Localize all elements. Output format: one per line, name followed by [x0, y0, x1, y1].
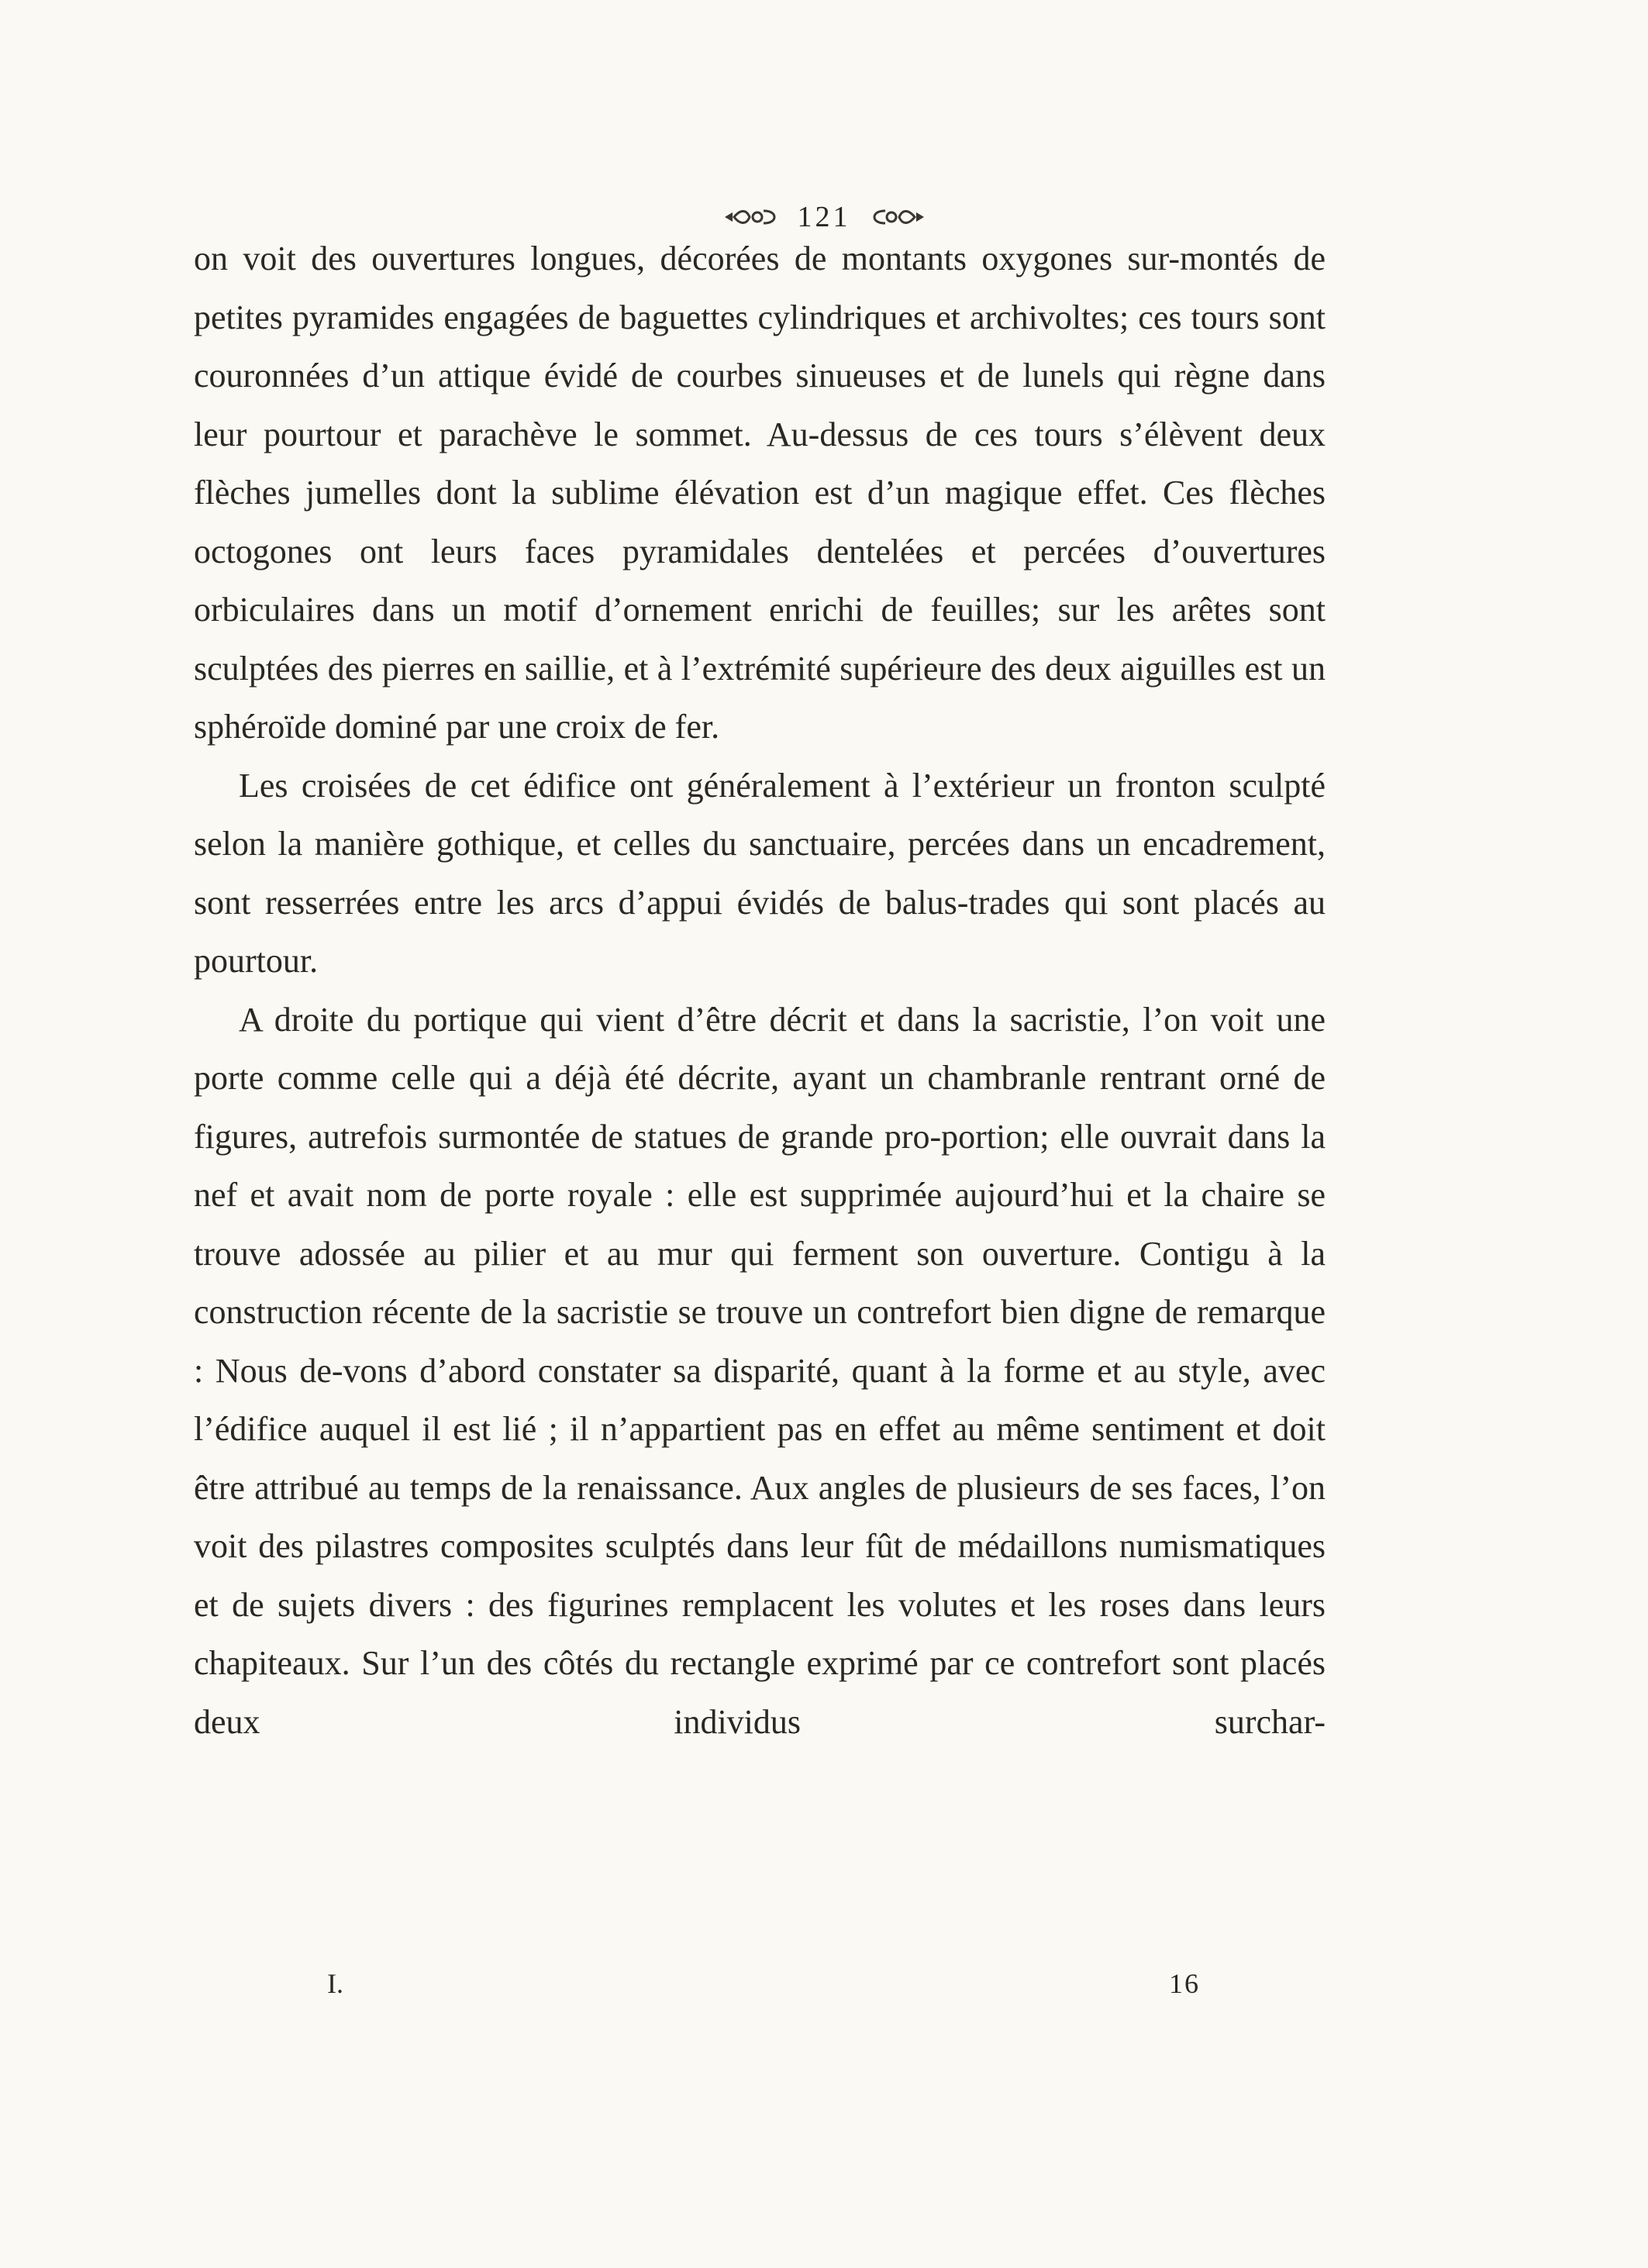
signature-mark: I. — [327, 1968, 343, 1999]
page-number: 121 — [797, 201, 851, 233]
ornament-left-icon — [723, 206, 777, 228]
paragraph-2: Les croisées de cet édifice ont généralement à l’extérieur un fronton sculpté selon la manière gothique, et celles du sanctuaire, percées dans un encadrement, sont resserrées entre les arcs d’appui évidés de balus-trades qui sont placés au pourtour. — [194, 766, 1326, 980]
paragraph-3: A droite du portique qui vient d’être décrit et dans la sacristie, l’on voit une porte comme celle qui a déjà été décrite, ayant un chambranle rentrant orné de figures, autrefois surmontée de statues de grande pro-portion; elle ouvrait dans la nef et avait nom de porte royale : elle est supprimée aujourd’hui et la chaire se trouve adossée au pilier et au mur qui ferment son ouverture. Contigu à la construction récente de la sacristie se trouve un contrefort bien digne de remarque : Nous de-vons d’abord constater sa disparité, quant à la forme et au style, avec l’édifice auquel il est lié ; il n’appartient pas en effet au même sentiment et doit être attribué au temps de la renaissance. Aux angles de plusieurs de ses faces, l’on voit des pilastres composites sculptés dans leur fût de médaillons numismatiques et de sujets divers : des figurines remplacent les volutes et les roses dans leurs chapiteaux. Sur l’un des côtés du rectangle exprimé par ce contrefort sont placés deux individus surchar- — [194, 1000, 1326, 1741]
ornament-right-icon — [871, 206, 926, 228]
body-text — [194, 229, 1326, 1751]
paragraph-1: on voit des ouvertures longues, décorées de montants oxygones sur-montés de petites pyramides engagées de baguettes cylindriques et archivoltes; ces tours sont couronnées d’un attique évidé de courbes sinueuses et de lunels qui règne dans leur pourtour et parachève le sommet. Au-dessus de ces tours s’élèvent deux flèches jumelles dont la sublime élévation est d’un magique effet. Ces flèches octogones ont leurs faces pyramidales dentelées et percées d’ouvertures orbiculaires dans un motif d’ornement enrichi de feuilles; sur les arêtes sont sculptées des pierres en saillie, et à l’extrémité supérieure des deux aiguilles est un sphéroïde dominé par une croix de fer. — [194, 240, 1326, 746]
signature-number: 16 — [1169, 1968, 1200, 1999]
